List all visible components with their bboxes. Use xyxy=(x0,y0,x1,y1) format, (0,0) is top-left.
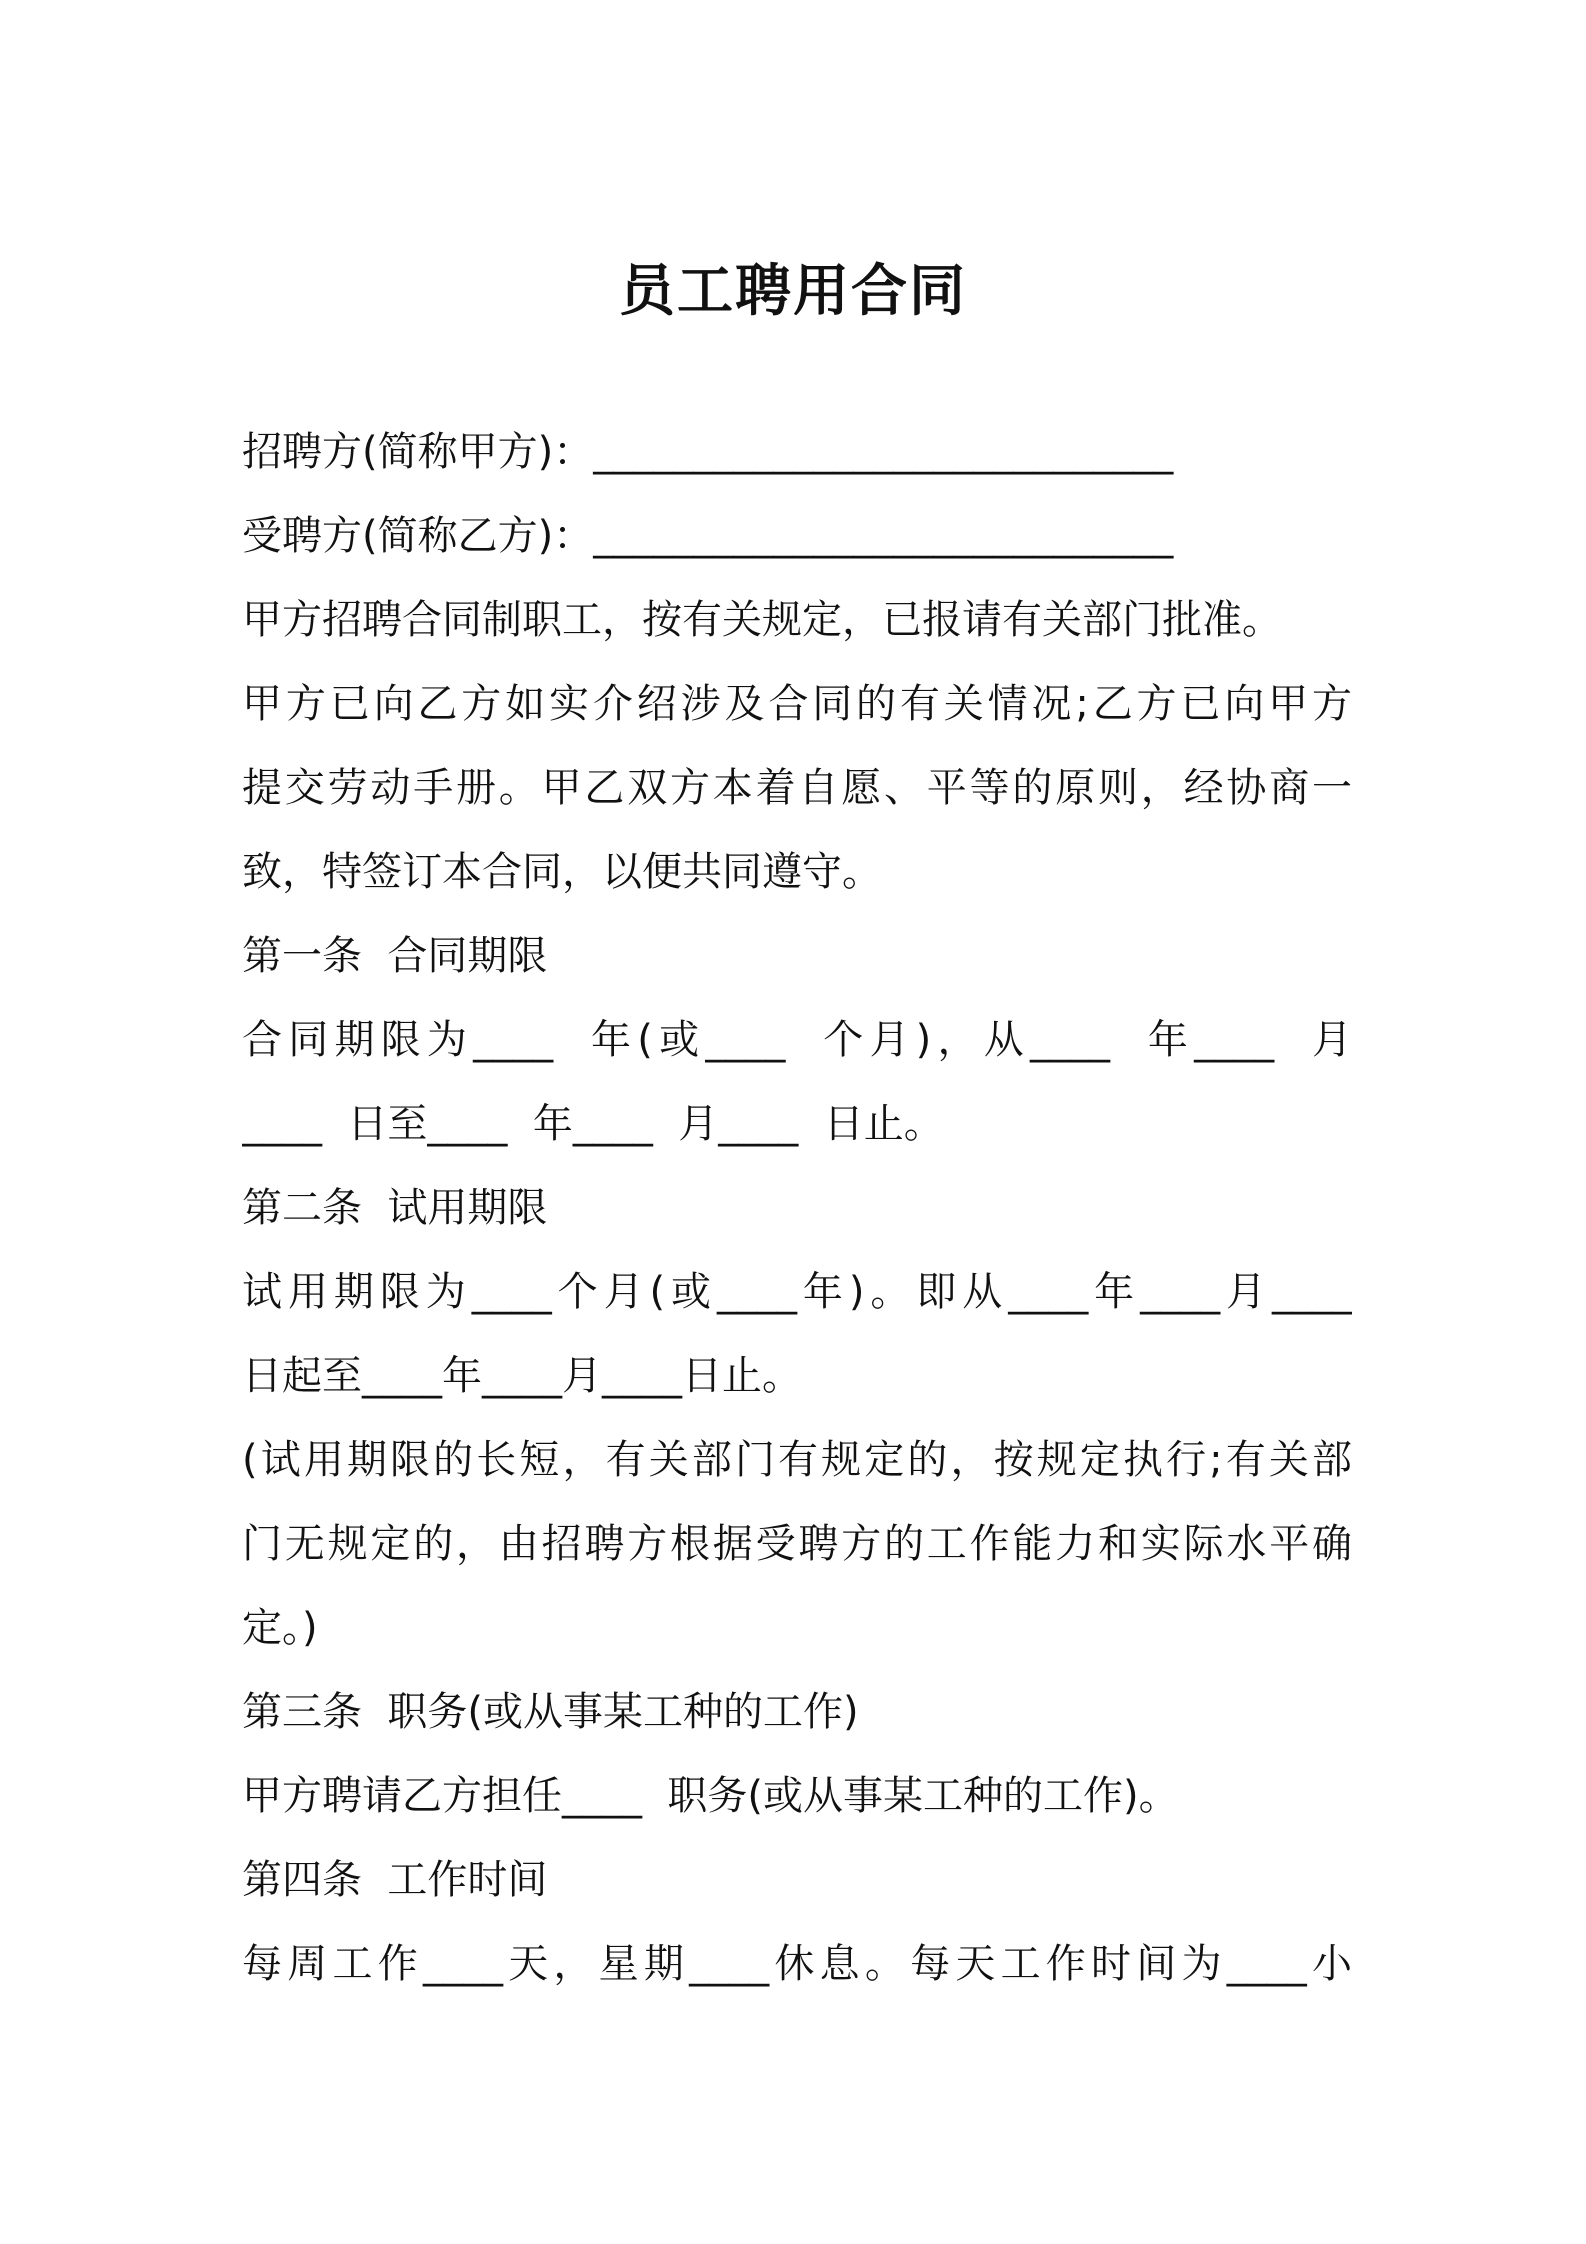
article-heading: 第四条 工作时间 xyxy=(242,1857,548,1903)
paragraph-line: 致，特签订本合同，以便共同遵守。 xyxy=(242,849,882,895)
paragraph-line: 每周工作____天，星期____休息。每天工作时间为____小 xyxy=(242,1941,1352,1987)
paragraph-line: 日起至____年____月____日止。 xyxy=(242,1353,802,1399)
paragraph-line: 甲方聘请乙方担任____ 职务(或从事某工种的工作)。 xyxy=(242,1773,1179,1819)
paragraph-line: ____ 日至____ 年____ 月____ 日止。 xyxy=(242,1101,944,1147)
paragraph-line: 甲方招聘合同制职工，按有关规定，已报请有关部门批准。 xyxy=(242,597,1282,643)
paragraph-line: 定。) xyxy=(242,1605,318,1651)
article-heading: 第一条 合同期限 xyxy=(242,933,548,979)
paragraph-line: 提交劳动手册。甲乙双方本着自愿、平等的原则，经协商一 xyxy=(242,765,1352,811)
paragraph-line: 甲方已向乙方如实介绍涉及合同的有关情况;乙方已向甲方 xyxy=(242,681,1352,727)
employee-line: 受聘方(简称乙方)：_____________________________ xyxy=(242,513,1174,559)
paragraph-line: 合同期限为____ 年(或____ 个月)，从____ 年____ 月 xyxy=(242,1017,1352,1063)
paragraph-line: (试用期限的长短，有关部门有规定的，按规定执行;有关部 xyxy=(242,1437,1352,1483)
document-body xyxy=(242,410,1352,2006)
employer-line: 招聘方(简称甲方)：_____________________________ xyxy=(242,429,1174,475)
paragraph-line: 试用期限为____个月(或____年)。即从____年____月____ xyxy=(242,1269,1352,1315)
document-title: 员工聘用合同 xyxy=(619,259,967,324)
article-heading: 第二条 试用期限 xyxy=(242,1185,548,1231)
article-heading: 第三条 职务(或从事某工种的工作) xyxy=(242,1689,859,1735)
paragraph-line: 门无规定的，由招聘方根据受聘方的工作能力和实际水平确 xyxy=(242,1521,1352,1567)
